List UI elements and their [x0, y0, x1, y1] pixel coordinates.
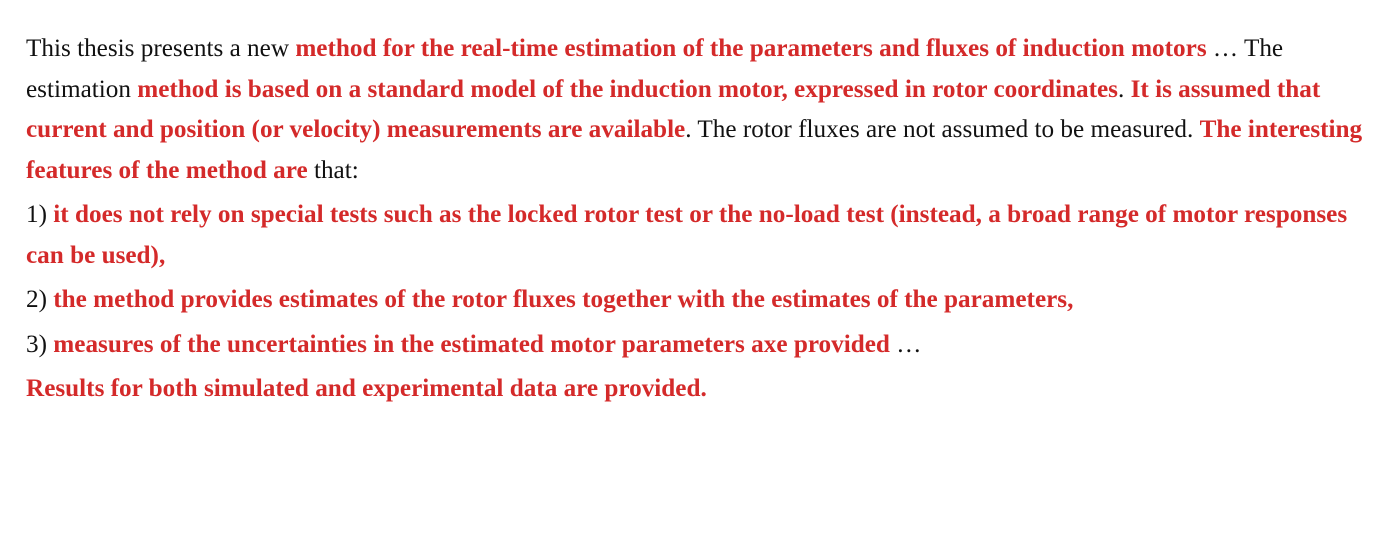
- highlighted-text: it does not rely on special tests such as the locked rotor test or the no-load test (instead, a broad range of motor responses can be used),: [26, 201, 1354, 269]
- body-text: that:: [307, 156, 359, 184]
- body-text: …: [889, 330, 922, 358]
- paragraph-feature-3: [26, 325, 1376, 366]
- body-text: 2): [26, 286, 54, 313]
- body-text: … The estimation: [26, 35, 1290, 103]
- highlighted-text: measures of the uncertainties in the estimated motor parameters axe provided: [53, 330, 890, 358]
- body-text: 3): [26, 330, 54, 358]
- highlighted-text: the method provides estimates of the rotor fluxes together with the estimates of the parameters,: [53, 286, 1074, 313]
- highlighted-text: Results for both simulated and experimental data are provided.: [26, 375, 707, 402]
- paragraph-feature-2: [26, 280, 1376, 321]
- paragraph-conclusion: [26, 369, 1376, 410]
- body-text: 1): [26, 201, 54, 228]
- body-text: . The rotor fluxes are not assumed to be measured.: [685, 116, 1200, 143]
- body-text: .: [1117, 75, 1131, 103]
- highlighted-text: method is based on a standard model of the induction motor, expressed in rotor coordinates: [137, 75, 1118, 103]
- highlighted-text: method for the real-time estimation of the parameters and fluxes of induction motors: [295, 35, 1207, 62]
- paragraph-feature-1: [26, 195, 1376, 276]
- paragraph-abstract-intro: [26, 29, 1376, 191]
- highlighted-text: It is assumed that current and position (or velocity) measurements are available: [26, 75, 1327, 143]
- body-text: This thesis presents a new: [26, 35, 296, 62]
- highlighted-text: The interesting features of the method are: [26, 116, 1369, 184]
